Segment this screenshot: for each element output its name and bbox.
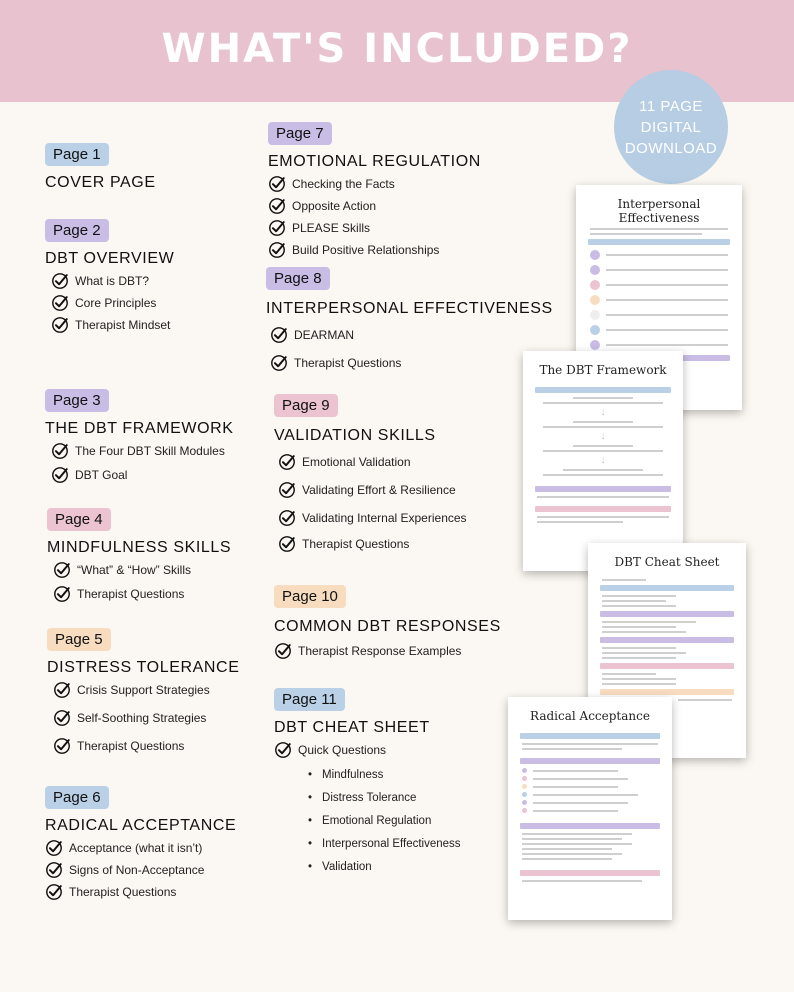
checkmark-icon [53,561,71,579]
list-item: Opposite Action [268,197,481,215]
section-title: EMOTIONAL REGULATION [268,153,481,170]
list-item: Acceptance (what it isn’t) [45,839,236,857]
preview-title: DBT Cheat Sheet [614,555,720,569]
list-item: What is DBT? [51,272,174,290]
list-item: Therapist Questions [45,883,236,901]
badge-line-1: 11 PAGE [639,97,703,115]
sub-item: • Interpersonal Effectiveness [308,838,461,850]
preview-page-framework: The DBT Framework ↓ ↓ ↓ [523,351,683,571]
checkmark-icon [278,481,296,499]
list-item: Validating Effort & Resilience [278,481,467,499]
section-title: MINDFULNESS SKILLS [47,539,232,556]
checkmark-icon [53,737,71,755]
list-item: Emotional Validation [278,453,467,471]
section-page-2 [45,219,174,334]
badge-line-3: DOWNLOAD [624,139,718,157]
list-item: PLEASE Skills [268,219,481,237]
preview-title: Interpersonal Effectiveness [617,197,701,225]
section-page-1 [45,143,156,192]
section-title: INTERPERSONAL EFFECTIVENESS [266,300,553,317]
checkmark-icon [53,681,71,699]
section-title: DISTRESS TOLERANCE [47,659,240,676]
list-item: Quick Questions [274,741,461,759]
sub-item: • Mindfulness [308,769,461,781]
list-item: Therapist Mindset [51,316,174,334]
list-item: Core Principles [51,294,174,312]
page-tag: Page 10 [274,585,346,608]
checkmark-icon [51,272,69,290]
section-page-4 [47,508,231,603]
checkmark-icon [278,509,296,527]
page-tag: Page 7 [268,122,332,145]
page-tag: Page 1 [45,143,109,166]
section-page-5 [47,628,239,755]
section-page-6 [45,786,236,901]
page-tag: Page 6 [45,786,109,809]
list-item: The Four DBT Skill Modules [51,442,234,460]
page-tag: Page 5 [47,628,111,651]
checkmark-icon [274,642,292,660]
sub-item: • Emotional Regulation [308,815,461,827]
page-tag: Page 4 [47,508,111,531]
list-item: Therapist Questions [53,585,231,603]
section-page-9 [274,394,467,553]
checkmark-icon [268,241,286,259]
section-page-3 [45,389,234,484]
badge-line-2: DIGITAL [640,118,702,136]
checkmark-icon [270,354,288,372]
list-item: DBT Goal [51,466,234,484]
list-item: Therapist Response Examples [274,642,501,660]
checkmark-icon [45,861,63,879]
page-tag: Page 11 [274,688,345,711]
checkmark-icon [270,326,288,344]
checkmark-icon [268,197,286,215]
list-item: Therapist Questions [53,737,239,755]
page-tag: Page 8 [266,267,330,290]
section-title: DBT CHEAT SHEET [274,719,430,736]
checkmark-icon [51,316,69,334]
checkmark-icon [45,839,63,857]
section-title: COVER PAGE [45,174,156,191]
section-title: THE DBT FRAMEWORK [45,420,234,437]
list-item: Checking the Facts [268,175,481,193]
list-item: “What” & “How” Skills [53,561,231,579]
sub-item: • Distress Tolerance [308,792,461,804]
section-title: DBT OVERVIEW [45,250,175,267]
section-title: RADICAL ACCEPTANCE [45,817,237,834]
list-item: Crisis Support Strategies [53,681,239,699]
list-item: Validating Internal Experiences [278,509,467,527]
checkmark-icon [51,466,69,484]
preview-title: The DBT Framework [539,363,667,377]
checkmark-icon [53,585,71,603]
checkmark-icon [268,219,286,237]
section-title: COMMON DBT RESPONSES [274,618,501,635]
preview-page-radical [508,697,672,920]
section-page-8 [266,267,553,372]
list-item: Therapist Questions [270,354,553,372]
section-page-10 [274,585,501,660]
section-page-7 [268,122,481,259]
page-count-badge [614,70,728,184]
section-page-11 [274,688,461,873]
list-item: Build Positive Relationships [268,241,481,259]
checkmark-icon [278,535,296,553]
list-item: Signs of Non-Acceptance [45,861,236,879]
page-title: WHAT'S INCLUDED? [161,26,633,72]
list-item: Therapist Questions [278,535,467,553]
preview-title: Radical Acceptance [530,709,650,723]
section-title: VALIDATION SKILLS [274,427,436,444]
checkmark-icon [51,294,69,312]
checkmark-icon [278,453,296,471]
checkmark-icon [45,883,63,901]
checkmark-icon [268,175,286,193]
page-tag: Page 2 [45,219,109,242]
checkmark-icon [274,741,292,759]
sub-item: • Validation [308,861,461,873]
checkmark-icon [53,709,71,727]
page-tag: Page 3 [45,389,109,412]
page-tag: Page 9 [274,394,338,417]
list-item: Self-Soothing Strategies [53,709,239,727]
list-item: DEARMAN [270,326,553,344]
checkmark-icon [51,442,69,460]
